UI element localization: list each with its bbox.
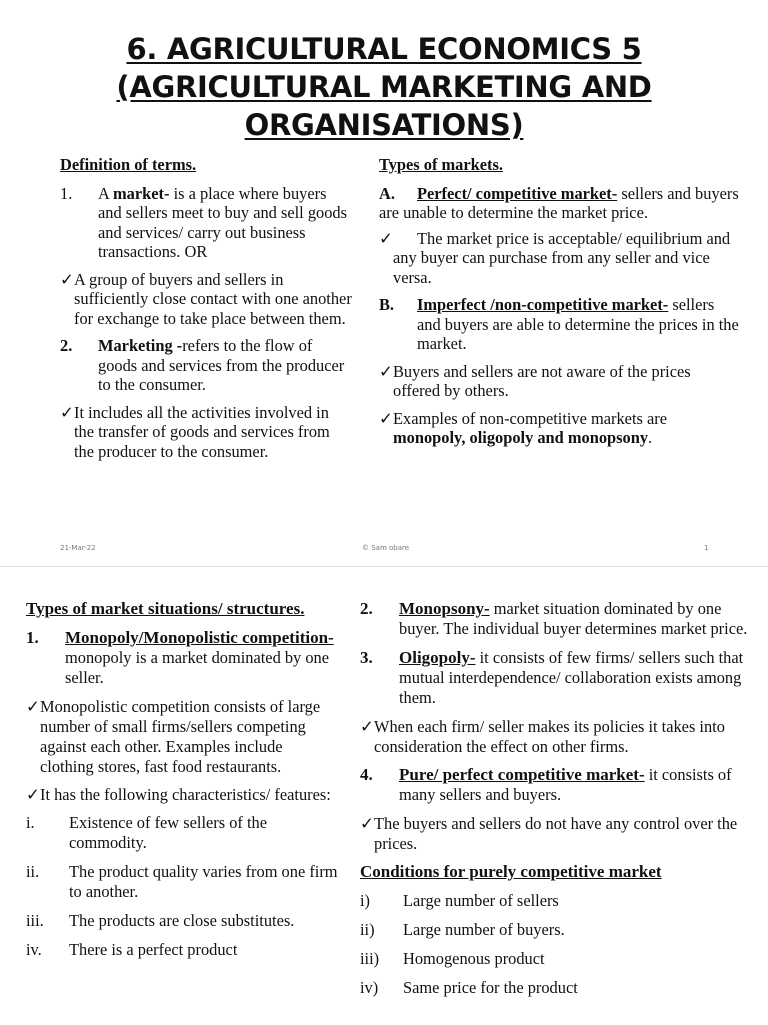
marketing-activities: ✓ It includes all the activities involved in the transfer of goods and services from the producer to the consumer. <box>60 402 330 461</box>
checkmark-icon: ✓ <box>60 269 74 289</box>
list-item-number: iv) <box>360 978 379 997</box>
footer-author: © Sam obare <box>362 544 410 552</box>
definition-marketing: 2. Marketing -refers to the flow of goods and services from the producer to the consumer. <box>60 336 345 394</box>
list-item <box>26 813 338 853</box>
checkmark-icon: ✓ <box>26 785 40 804</box>
market-structures-column <box>26 599 338 969</box>
footer-date: 21-Mar-22 <box>60 544 96 552</box>
list-item-text: Large number of buyers. <box>403 920 565 939</box>
definitions-heading: Definition of terms. <box>60 155 197 174</box>
list-item-text: Large number of sellers <box>403 891 559 910</box>
list-item <box>360 891 760 911</box>
characteristics-list <box>26 813 338 960</box>
list-item <box>26 862 338 902</box>
list-item-number: iii) <box>360 949 380 968</box>
non-competitive-examples: ✓ Examples of non-competitive markets are monopoly, oligopoly and monopsony. <box>379 408 667 447</box>
list-item <box>360 978 760 998</box>
list-item-text: The product quality varies from one firm to another. <box>69 862 338 901</box>
definitions-column <box>60 155 352 469</box>
checkmark-icon: ✓ <box>60 402 74 422</box>
checkmark-icon: ✓ <box>379 361 393 381</box>
list-item <box>360 920 760 940</box>
list-item-number: ii. <box>26 862 40 881</box>
imperfect-market-note: ✓ Buyers and sellers are not aware of the prices offered by others. <box>379 361 691 400</box>
perfect-market-item: A. Perfect/ competitive market- sellers and buyers are unable to determine the market price. <box>379 183 739 222</box>
monopolistic-competition-note: ✓ Monopolistic competition consists of large number of small firms/sellers competing against each other. Examples include clothing stores, fast food restaurants. <box>26 697 321 776</box>
imperfect-market-item: B. Imperfect /non-competitive market- sellers and buyers are able to determine the prices in the market. <box>379 295 739 353</box>
pure-competition-item: 4. Pure/ perfect competitive market- it consists of many sellers and buyers. <box>360 765 732 804</box>
monopoly-item: 1. Monopoly/Monopolistic competition- monopoly is a market dominated by one seller. <box>26 628 334 687</box>
list-item-number: iv. <box>26 940 42 959</box>
list-item-number: ii) <box>360 920 375 939</box>
checkmark-icon: ✓ <box>379 228 393 248</box>
checkmark-icon: ✓ <box>379 408 393 428</box>
list-item <box>26 911 338 931</box>
list-item-number: i) <box>360 891 371 910</box>
types-of-markets-heading: Types of markets. <box>379 155 503 174</box>
list-item-text: Same price for the product <box>403 978 578 997</box>
checkmark-icon: ✓ <box>360 814 374 833</box>
list-item-number: i. <box>26 813 35 832</box>
characteristics-intro: ✓ It has the following characteristics/ features: <box>26 785 331 804</box>
monopsony-item: 2. Monopsony- market situation dominated by one buyer. The individual buyer determines market price. <box>360 599 748 638</box>
oligopoly-item: 3. Oligopoly- it consists of few firms/ sellers such that mutual interdependence/ collaboration exists among them. <box>360 648 744 707</box>
types-of-markets-column <box>379 155 741 456</box>
list-item-text: Existence of few sellers of the commodity. <box>69 813 267 852</box>
market-structures-column-2 <box>360 599 760 1007</box>
conditions-heading: Conditions for purely competitive market <box>360 862 662 881</box>
list-item-text: Homogenous product <box>403 949 545 968</box>
slide-2 <box>0 566 768 1025</box>
list-item-number: iii. <box>26 911 44 930</box>
list-item <box>360 949 760 969</box>
conditions-list <box>360 891 760 998</box>
footer-page-number: 1 <box>704 544 709 552</box>
market-structures-heading: Types of market situations/ structures. <box>26 599 305 618</box>
list-item-text: The products are close substitutes. <box>69 911 295 930</box>
perfect-market-note: ✓ The market price is acceptable/ equilibrium and any buyer can purchase from any seller and vice versa. <box>379 228 731 287</box>
list-item <box>26 940 338 960</box>
definition-market-alt: ✓ A group of buyers and sellers in sufficiently close contact with one another for exchange to take place between them. <box>60 269 352 328</box>
pure-competition-note: ✓ The buyers and sellers do not have any control over the prices. <box>360 814 738 853</box>
list-item-text: There is a perfect product <box>69 940 238 959</box>
oligopoly-note: ✓ When each firm/ seller makes its policies it takes into consideration the effect on other firms. <box>360 717 725 756</box>
checkmark-icon: ✓ <box>26 697 40 716</box>
checkmark-icon: ✓ <box>360 717 374 736</box>
slide-title: 6. AGRICULTURAL ECONOMICS 5 (AGRICULTURAL MARKETING AND ORGANISATIONS) <box>116 32 652 142</box>
definition-market: 1. A market- is a place where buyers and sellers meet to buy and sell goods and services/ carry out business transactions. OR <box>60 183 347 261</box>
